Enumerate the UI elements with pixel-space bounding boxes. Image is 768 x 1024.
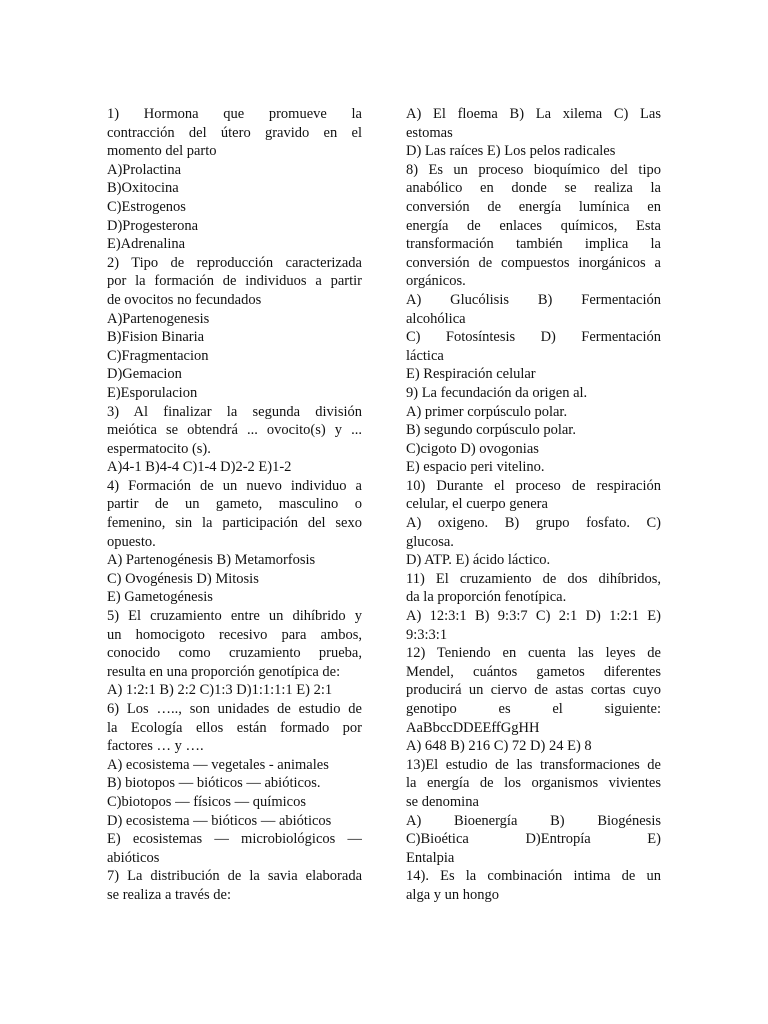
text-line: conversión de energía lumínica en — [406, 198, 661, 215]
text-line: genotipo es el siguiente: — [406, 701, 661, 717]
text-line: contracción del útero gravido en el — [107, 124, 362, 141]
text-line: Entalpia — [406, 849, 455, 866]
text-line: 13)El estudio de las transformaciones de — [406, 756, 661, 773]
text-line: da la proporción fenotípica. — [406, 589, 567, 606]
text-line: de ovocitos no fecundados — [107, 291, 262, 308]
text-line: B) segundo corpúsculo polar. — [406, 422, 576, 439]
text-line: A) ecosistema — vegetales - animales — [107, 756, 329, 773]
text-line: conversión de compuestos inorgánicos a — [406, 254, 661, 271]
text-line: AaBbccDDEEffGgHH — [406, 719, 540, 736]
text-line: C) Fotosíntesis D) Fermentación — [406, 329, 661, 346]
text-line: C)Fragmentacion — [107, 347, 209, 364]
text-line: Mendel, cuántos gametos diferentes — [406, 663, 661, 680]
text-line: 11) El cruzamiento de dos dihíbridos, — [406, 570, 661, 587]
text-line: energía de enlaces químicos, Esta — [406, 217, 661, 234]
text-line: por la formación de individuos a partir — [107, 273, 362, 290]
text-line: alcohólica — [406, 310, 466, 327]
text-line: 12) Teniendo en cuenta las leyes de — [406, 645, 661, 662]
text-line: transformación también implica la — [406, 236, 661, 253]
text-line: 3) Al finalizar la segunda división — [107, 403, 362, 420]
text-line: D) Las raíces E) Los pelos radicales — [406, 143, 616, 160]
text-line: 2) Tipo de reproducción caracterizada — [107, 254, 362, 271]
left-column — [107, 105, 362, 905]
text-line: anabólico en donde se realiza la — [406, 180, 661, 197]
text-line: femenino, sin la participación del sexo — [107, 515, 362, 532]
text-line: A)4-1 B)4-4 C)1-4 D)2-2 E)1-2 — [107, 459, 292, 476]
text-line: se denomina — [406, 793, 479, 810]
text-line: 9) La fecundación da origen al. — [406, 384, 588, 401]
text-line: D)Gemacion — [107, 366, 182, 383]
text-line: 8) Es un proceso bioquímico del tipo — [406, 161, 661, 178]
text-line: 4) Formación de un nuevo individuo a — [107, 477, 362, 494]
text-line: partir de un gameto, masculino o — [107, 496, 362, 513]
text-line: B)Oxitocina — [107, 180, 179, 197]
text-line: E) Gametogénesis — [107, 589, 213, 606]
text-line: 6) Los ….., son unidades de estudio de — [107, 701, 362, 717]
text-line: C)biotopos — físicos — químicos — [107, 793, 306, 810]
text-line: A) El floema B) La xilema C) Las — [406, 106, 661, 122]
text-line: A) primer corpúsculo polar. — [406, 403, 568, 420]
text-line: E)Esporulacion — [107, 384, 198, 401]
text-line: un homocigoto recesivo para ambos, — [107, 626, 362, 643]
text-line: A) 12:3:1 B) 9:3:7 C) 2:1 D) 1:2:1 E) — [406, 608, 661, 625]
text-line: factores … y …. — [107, 738, 204, 755]
text-line: A) 648 B) 216 C) 72 D) 24 E) 8 — [406, 738, 592, 755]
text-line: A) Partenogénesis B) Metamorfosis — [107, 552, 316, 569]
text-line: A) 1:2:1 B) 2:2 C)1:3 D)1:1:1:1 E) 2:1 — [107, 682, 333, 699]
text-line: A) Glucólisis B) Fermentación — [406, 291, 661, 308]
text-line: 9:3:3:1 — [406, 626, 448, 643]
text-line: E) Respiración celular — [406, 366, 536, 383]
text-line: alga y un hongo — [406, 886, 500, 903]
text-line: espermatocito (s). — [107, 440, 211, 457]
text-line: momento del parto — [107, 143, 217, 160]
right-column — [406, 105, 661, 905]
text-line: E) ecosistemas — microbiológicos — — [107, 831, 362, 848]
text-line: resulta en una proporción genotípica de: — [107, 663, 341, 680]
text-line: E) espacio peri vitelino. — [406, 459, 545, 476]
text-line: glucosa. — [406, 533, 454, 550]
text-line: 7) La distribución de la savia elaborada — [107, 868, 362, 885]
text-line: D) ecosistema — bióticos — abióticos — [107, 812, 332, 829]
text-line: 1) Hormona que promueve la — [107, 106, 362, 122]
text-line: D) ATP. E) ácido láctico. — [406, 552, 551, 569]
text-line: conocido como cruzamiento prueba, — [107, 645, 362, 662]
text-line: C)cigoto D) ovogonias — [406, 440, 539, 457]
text-line: estomas — [406, 124, 453, 141]
text-line: E)Adrenalina — [107, 236, 186, 253]
text-line: C)Estrogenos — [107, 198, 186, 215]
text-line: 10) Durante el proceso de respiración — [406, 477, 661, 494]
text-line: abióticos — [107, 849, 160, 866]
text-line: C)Bioética D)Entropía E) — [406, 831, 661, 848]
text-line: A) oxigeno. B) grupo fosfato. C) — [406, 515, 661, 532]
text-line: la energía de los organismos vivientes — [406, 775, 661, 792]
text-line: C) Ovogénesis D) Mitosis — [107, 570, 259, 587]
text-line: orgánicos. — [406, 273, 466, 290]
text-line: celular, el cuerpo genera — [406, 496, 548, 513]
text-line: D)Progesterona — [107, 217, 199, 234]
text-line: láctica — [406, 347, 444, 364]
text-line: B) biotopos — bióticos — abióticos. — [107, 775, 321, 792]
text-line: se realiza a través de: — [107, 886, 231, 903]
text-line: opuesto. — [107, 533, 156, 550]
text-line: 5) El cruzamiento entre un dihíbrido y — [107, 608, 362, 625]
text-line: A)Partenogenesis — [107, 310, 210, 327]
text-line: 14). Es la combinación intima de un — [406, 868, 661, 885]
text-line: producirá un ciervo de astas cortas cuyo — [406, 682, 661, 699]
text-line: la Ecología ellos están formado por — [107, 719, 362, 736]
text-line: A) Bioenergía B) Biogénesis — [406, 812, 661, 829]
text-line: B)Fision Binaria — [107, 329, 205, 346]
text-line: A)Prolactina — [107, 161, 182, 178]
text-line: meiótica se obtendrá ... ovocito(s) y ... — [107, 422, 362, 439]
